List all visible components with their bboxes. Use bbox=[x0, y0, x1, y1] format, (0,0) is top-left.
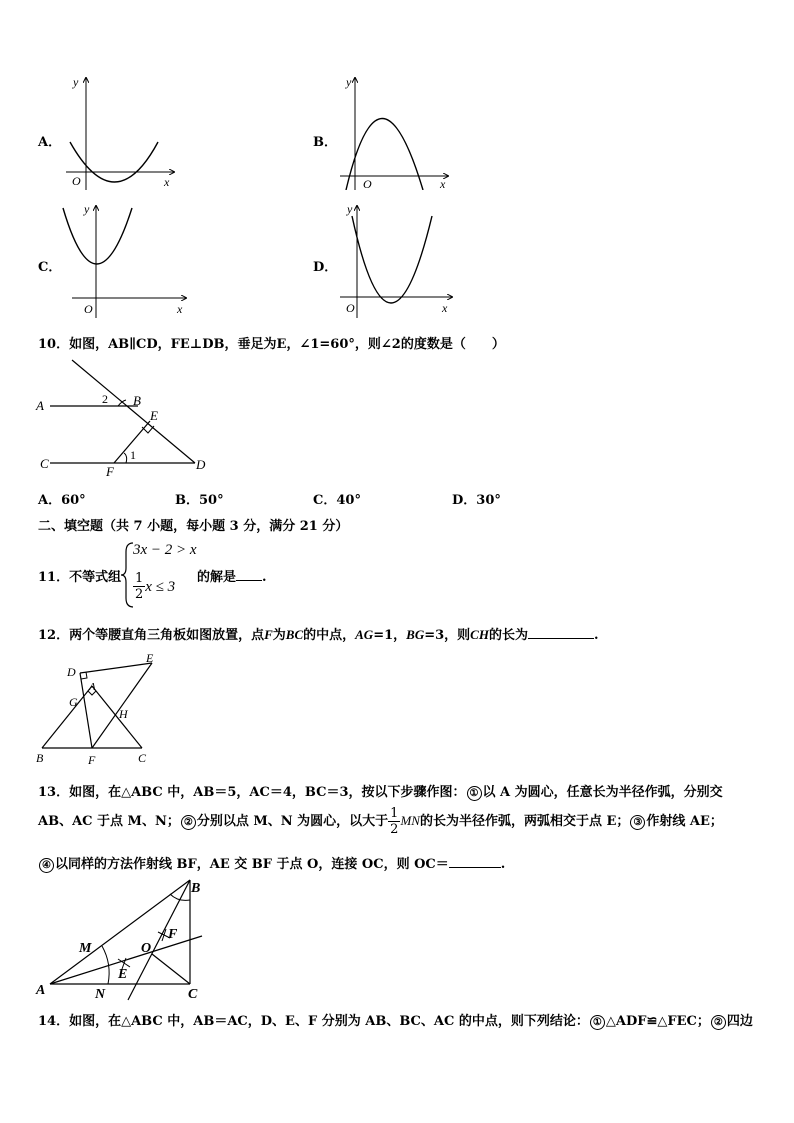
point-a-label: A bbox=[36, 398, 44, 413]
origin-label: O bbox=[84, 302, 93, 316]
point-c-label: C bbox=[40, 456, 49, 471]
point-d-label: D bbox=[196, 457, 206, 472]
inequality-1: 3x − 2 > x bbox=[133, 542, 197, 558]
point-a-label: A bbox=[89, 681, 96, 693]
inequality-2 bbox=[133, 571, 175, 602]
point-f-label: F bbox=[106, 464, 114, 478]
choice-b: B．50° bbox=[175, 493, 224, 508]
point-n-label: N bbox=[95, 987, 106, 1002]
question-13-line-1: 13．如图，在△ABC 中，AB＝5，AC＝4，BC＝3，按以下步骤作图： ① 以 A 为圆心，任意长为半径作弧，分别交 bbox=[38, 785, 723, 800]
point-g-label: G bbox=[69, 695, 78, 709]
answer-blank[interactable] bbox=[236, 580, 262, 581]
point-c-label: C bbox=[138, 751, 147, 765]
q11-suffix: 的解是 . bbox=[197, 570, 267, 585]
point-e-label: E bbox=[118, 967, 128, 982]
parabola-curve bbox=[70, 142, 158, 182]
option-d-label: D． bbox=[313, 260, 338, 275]
y-axis-label: y bbox=[73, 75, 79, 89]
y-axis-label: y bbox=[346, 75, 352, 89]
choice-d: D．30° bbox=[452, 493, 501, 508]
x-axis-label: x bbox=[177, 302, 183, 316]
y-axis-label: y bbox=[84, 202, 90, 216]
option-c-label: C． bbox=[38, 260, 62, 275]
graph-c bbox=[60, 200, 190, 318]
graph-d bbox=[338, 200, 456, 318]
y-axis-label: y bbox=[347, 202, 353, 216]
origin-label: O bbox=[363, 177, 372, 190]
question-14-stem: 14．如图，在△ABC 中，AB＝AC，D、E、F 分别为 AB、BC、AC 的中点，则下列结论： ① △ADF≌△FEC； ② 四边 bbox=[38, 1014, 753, 1029]
point-a-label: A bbox=[36, 983, 46, 998]
point-e-label: E bbox=[146, 651, 154, 665]
question-10-stem: 10．如图，AB∥CD，FE⊥DB，垂足为E，∠1=60°，则∠2的度数是（ ） bbox=[38, 337, 505, 352]
answer-blank[interactable] bbox=[449, 867, 501, 868]
q13-figure bbox=[30, 872, 220, 1004]
x-axis-label: x bbox=[442, 301, 448, 315]
point-h-label: H bbox=[119, 707, 128, 721]
inequality-2-rest: x ≤ 3 bbox=[145, 579, 176, 595]
question-12-stem: 12．两个等腰直角三角板如图放置，点F为BC的中点，AG=1，BG=3，则CH的长为 . bbox=[38, 627, 599, 643]
choice-a: A．60° bbox=[38, 493, 86, 508]
question-13-line-3: ④ 以同样的方法作射线 BF，AE 交 BF 于点 O，连接 OC，则 OC＝ . bbox=[38, 853, 505, 873]
choice-c: C．40° bbox=[313, 493, 361, 508]
fraction-half: $\frac{1}{2}$ bbox=[135, 571, 144, 602]
point-f-label: F bbox=[168, 927, 178, 942]
x-axis-label: x bbox=[164, 175, 170, 189]
answer-blank[interactable] bbox=[528, 638, 594, 639]
section-heading: 二、填空题（共 7 小题，每小题 3 分，满分 21 分） bbox=[38, 519, 349, 534]
point-b-label: B bbox=[133, 393, 141, 408]
angle-1-label: 1 bbox=[130, 448, 136, 462]
parabola-curve bbox=[63, 208, 132, 264]
option-a-label: A． bbox=[38, 135, 62, 150]
angle-2-label: 2 bbox=[102, 392, 108, 406]
point-e-label: E bbox=[150, 408, 158, 423]
q11-prefix: 11．不等式组 bbox=[38, 570, 122, 585]
origin-label: O bbox=[72, 174, 81, 188]
q12-figure bbox=[30, 648, 160, 768]
graph-a bbox=[60, 72, 180, 190]
option-b-label: B． bbox=[313, 135, 337, 150]
point-c-label: C bbox=[188, 987, 198, 1002]
origin-label: O bbox=[346, 301, 355, 315]
point-f-label: F bbox=[88, 753, 96, 767]
parabola-curve bbox=[346, 119, 423, 191]
point-o-label: O bbox=[141, 941, 152, 956]
point-m-label: M bbox=[79, 941, 92, 956]
point-b-label: B bbox=[36, 751, 44, 765]
point-b-label: B bbox=[191, 881, 201, 896]
x-axis-label: x bbox=[440, 177, 446, 190]
point-d-label: D bbox=[67, 665, 76, 679]
graph-b bbox=[338, 72, 453, 190]
parabola-curve bbox=[352, 216, 432, 303]
question-13-line-2: AB、AC 于点 M、N； ② 分别以点 M、N 为圆心，以大于 $\frac{1}{2}$ MN的长为半径作弧，两弧相交于点 E； ③ 作射线 AE； bbox=[38, 806, 723, 837]
fraction-half: $\frac{1}{2}$ bbox=[390, 806, 399, 837]
q10-figure bbox=[30, 358, 220, 478]
